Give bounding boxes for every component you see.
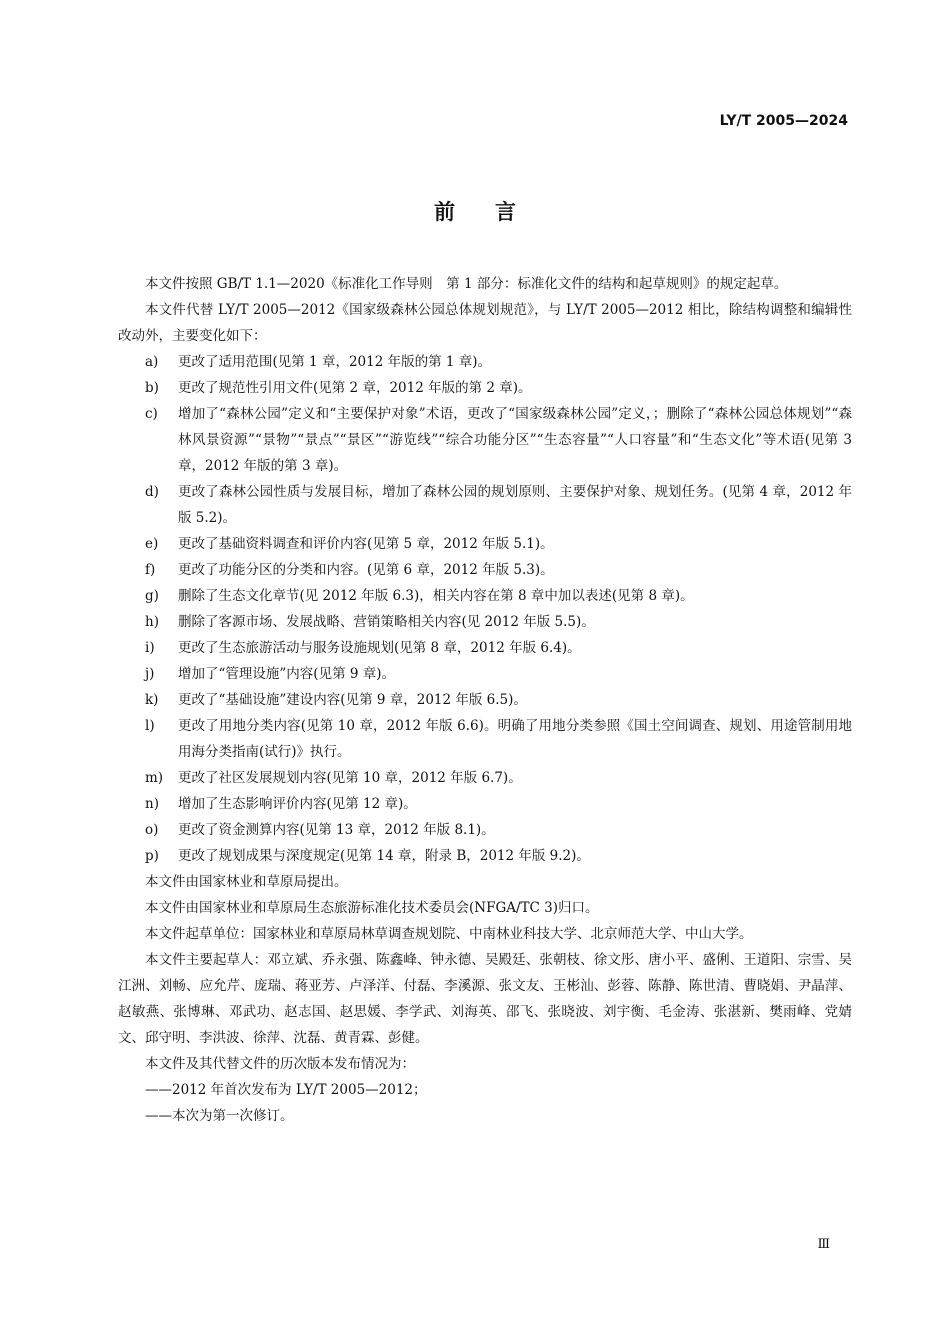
change-item [145, 765, 852, 791]
change-label: a) [145, 354, 159, 370]
change-text: 更改了资金测算内容(见第 13 章，2012 年版 8.1)。 [178, 822, 495, 838]
change-text: 增加了生态影响评价内容(见第 12 章)。 [178, 796, 417, 812]
change-item [145, 401, 852, 479]
change-label: d) [145, 484, 159, 500]
change-label: h) [145, 614, 159, 630]
page-number: Ⅲ [817, 1237, 830, 1252]
change-label: m) [145, 770, 164, 786]
change-item [145, 661, 852, 687]
intro-paragraph: 本文件按照 GB/T 1.1—2020《标准化工作导则 第 1 部分：标准化文件的结构和起草规则》的规定起草。 [145, 276, 788, 292]
change-text: 更改了适用范围(见第 1 章，2012 年版的第 1 章)。 [178, 354, 492, 370]
change-item [145, 791, 852, 817]
change-text: 更改了用地分类内容(见第 10 章，2012 年版 6.6)。明确了用地分类参照《国土空间调查、规划、用途管制用地用海分类指南(试行)》执行。 [178, 718, 852, 760]
document-code: LY/T 2005—2024 [719, 113, 848, 129]
outro-paragraph: 本文件及其代替文件的历次版本发布情况为： [145, 1056, 415, 1072]
change-label: k) [145, 692, 159, 708]
change-label: f) [145, 562, 156, 578]
page-title: 前言 [434, 200, 556, 224]
outro-paragraph: 本文件由国家林业和草原局提出。 [145, 874, 348, 890]
change-text: 增加了“森林公园”定义和“主要保护对象”术语，更改了“国家级森林公园”定义，；删除了“森林公园总体规划”“森林风景资源”“景物”“景点”“景区”“游览线”“综合功能分区”“生态容量”“人口容量”和“生态文化”等术语(见第 3 章，2012 年版的第 3 章)。 [178, 406, 852, 474]
change-label: o) [145, 822, 159, 838]
change-label: g) [145, 588, 159, 604]
change-item [145, 557, 852, 583]
change-text: 更改了森林公园性质与发展目标，增加了森林公园的规划原则、主要保护对象、规划任务。(见第 4 章，2012 年版 5.2)。 [178, 484, 852, 526]
history-item: ——本次为第一次修订。 [145, 1108, 294, 1124]
change-label: j) [145, 666, 155, 682]
change-text: 更改了“基础设施”建设内容(见第 9 章，2012 年版 6.5)。 [178, 692, 527, 708]
change-item [145, 843, 852, 869]
change-item [145, 635, 852, 661]
change-label: p) [145, 848, 159, 864]
change-label: n) [145, 796, 159, 812]
change-text: 删除了生态文化章节(见 2012 年版 6.3)，相关内容在第 8 章中加以表述(见第 8 章)。 [178, 588, 694, 604]
outro-paragraph: 本文件起草单位：国家林业和草原局林草调查规划院、中南林业科技大学、北京师范大学、中山大学。 [145, 926, 753, 942]
history-item: ——2012 年首次发布为 LY/T 2005—2012； [145, 1082, 427, 1098]
change-label: i) [145, 640, 155, 656]
change-label: l) [145, 718, 155, 734]
document-body [118, 271, 852, 1129]
change-label: e) [145, 536, 159, 552]
change-text: 更改了规划成果与深度规定(见第 14 章，附录 B，2012 年版 9.2)。 [178, 848, 590, 864]
change-label: b) [145, 380, 159, 396]
change-item [145, 349, 852, 375]
change-item [145, 583, 852, 609]
change-item [145, 531, 852, 557]
change-text: 删除了客源市场、发展战略、营销策略相关内容(见 2012 年版 5.5)。 [178, 614, 595, 630]
change-item [145, 713, 852, 765]
change-text: 增加了“管理设施”内容(见第 9 章)。 [178, 666, 396, 682]
change-text: 更改了功能分区的分类和内容。(见第 6 章，2012 年版 5.3)。 [178, 562, 554, 578]
change-item [145, 479, 852, 531]
change-item [145, 609, 852, 635]
change-label: c) [145, 406, 158, 422]
intro-paragraph: 本文件代替 LY/T 2005—2012《国家级森林公园总体规划规范》，与 LY/T 2005—2012 相比，除结构调整和编辑性改动外，主要变化如下： [118, 302, 852, 344]
change-item [145, 375, 852, 401]
change-item [145, 817, 852, 843]
outro-paragraph: 本文件主要起草人：邓立斌、乔永强、陈鑫峰、钟永德、吴殿廷、张朝枝、徐文彤、唐小平、盛俐、王道阳、宗雪、吴江洲、刘畅、应允芹、庞瑞、蒋亚芳、卢泽洋、付磊、李溪源、张文友、王彬汕、彭蓉、陈静、陈世清、曹晓娟、尹晶萍、赵敏燕、张博琳、邓武功、赵志国、赵思媛、李学武、刘海英、邵飞、张晓波、刘宇衡、毛金涛、张湛新、樊雨峰、党婧文、邱守明、李洪波、徐萍、沈磊、黄青霖、彭健。 [118, 952, 852, 1046]
change-text: 更改了基础资料调查和评价内容(见第 5 章，2012 年版 5.1)。 [178, 536, 554, 552]
outro-paragraph: 本文件由国家林业和草原局生态旅游标准化技术委员会(NFGA/TC 3)归口。 [145, 900, 599, 916]
change-text: 更改了规范性引用文件(见第 2 章，2012 年版的第 2 章)。 [178, 380, 532, 396]
change-text: 更改了社区发展规划内容(见第 10 章，2012 年版 6.7)。 [178, 770, 522, 786]
change-text: 更改了生态旅游活动与服务设施规划(见第 8 章，2012 年版 6.4)。 [178, 640, 581, 656]
change-item [145, 687, 852, 713]
